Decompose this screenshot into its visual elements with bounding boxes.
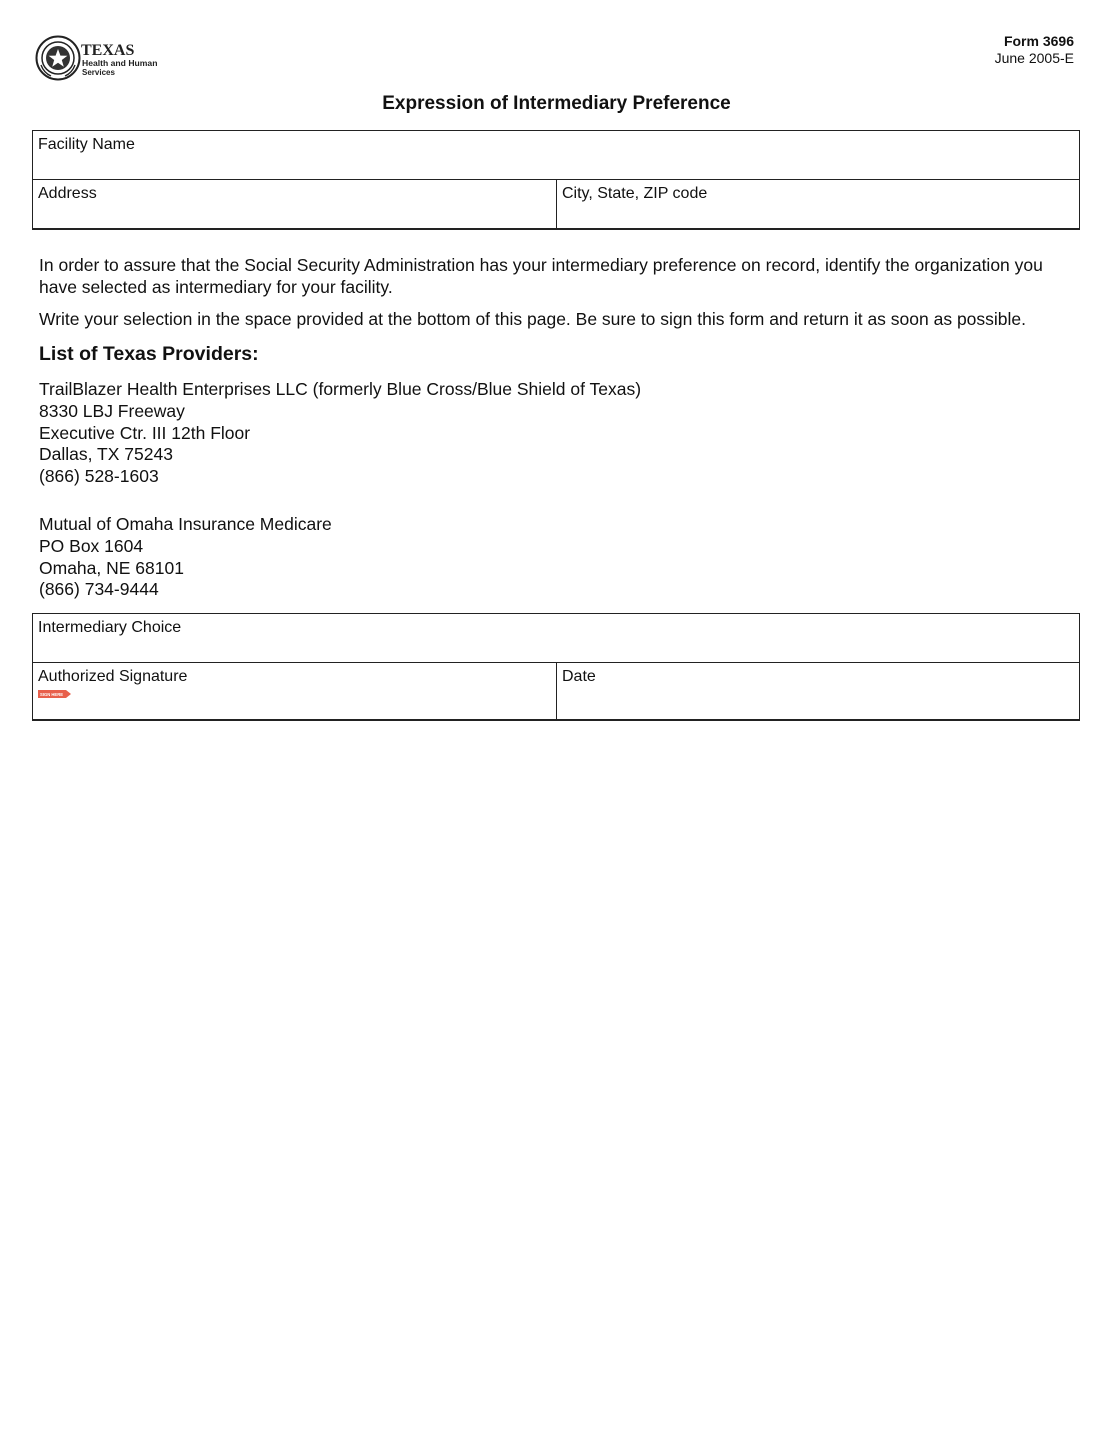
form-meta — [995, 33, 1074, 67]
city-state-zip-label: City, State, ZIP code — [562, 185, 708, 202]
provider-address-1: PO Box 1604 — [39, 535, 144, 556]
instructions-paragraph-2: Write your selection in the space provided at the bottom of this page. Be sure to sign this form and return it as soon as possible. — [39, 309, 1027, 329]
provider-address-2: Executive Ctr. III 12th Floor — [39, 422, 251, 443]
sign-here-flag-text: SIGN HERE — [40, 692, 64, 697]
selection-box — [32, 613, 1080, 721]
agency-subtitle-line1: Health and Human — [82, 58, 158, 68]
provider-address-1: 8330 LBJ Freeway — [39, 400, 185, 421]
provider-city: Omaha, NE 68101 — [39, 557, 184, 578]
provider-block — [39, 514, 332, 601]
provider-phone: (866) 734-9444 — [39, 579, 159, 600]
agency-logo — [35, 35, 158, 83]
date-field[interactable] — [557, 663, 1079, 720]
instructions — [39, 254, 1079, 340]
facility-name-field[interactable] — [33, 131, 1079, 180]
provider-block — [39, 379, 641, 488]
signature-row — [33, 663, 1079, 720]
form-title: Expression of Intermediary Preference — [382, 93, 731, 114]
agency-subtitle-line2: Services — [82, 68, 115, 77]
sign-here-flag-icon — [38, 690, 71, 698]
provider-name: TrailBlazer Health Enterprises LLC (formerly Blue Cross/Blue Shield of Texas) — [39, 379, 642, 399]
providers-heading: List of Texas Providers: — [39, 343, 259, 365]
facility-name-label: Facility Name — [38, 136, 135, 153]
address-row — [33, 180, 1079, 228]
form-number: Form 3696 — [1003, 33, 1074, 49]
intermediary-choice-field[interactable] — [33, 614, 1079, 663]
agency-name: TEXAS — [81, 42, 135, 59]
instructions-paragraph-1: In order to assure that the Social Security Administration has your intermediary preference on record, identify the organization you have selected as intermediary for your facility. — [39, 255, 1043, 297]
date-label: Date — [562, 668, 596, 685]
agency-wordmark — [81, 39, 161, 81]
intermediary-choice-label: Intermediary Choice — [38, 619, 182, 636]
facility-info-box — [32, 130, 1080, 230]
address-label: Address — [38, 185, 97, 202]
form-date: June 2005-E — [994, 50, 1074, 66]
authorized-signature-label: Authorized Signature — [38, 668, 188, 685]
provider-phone: (866) 528-1603 — [39, 466, 159, 487]
provider-name: Mutual of Omaha Insurance Medicare — [39, 514, 332, 534]
city-state-zip-field[interactable] — [557, 180, 1079, 228]
provider-city: Dallas, TX 75243 — [39, 444, 173, 465]
address-field[interactable] — [33, 180, 557, 228]
authorized-signature-field[interactable] — [33, 663, 557, 720]
texas-seal-icon — [35, 35, 81, 81]
